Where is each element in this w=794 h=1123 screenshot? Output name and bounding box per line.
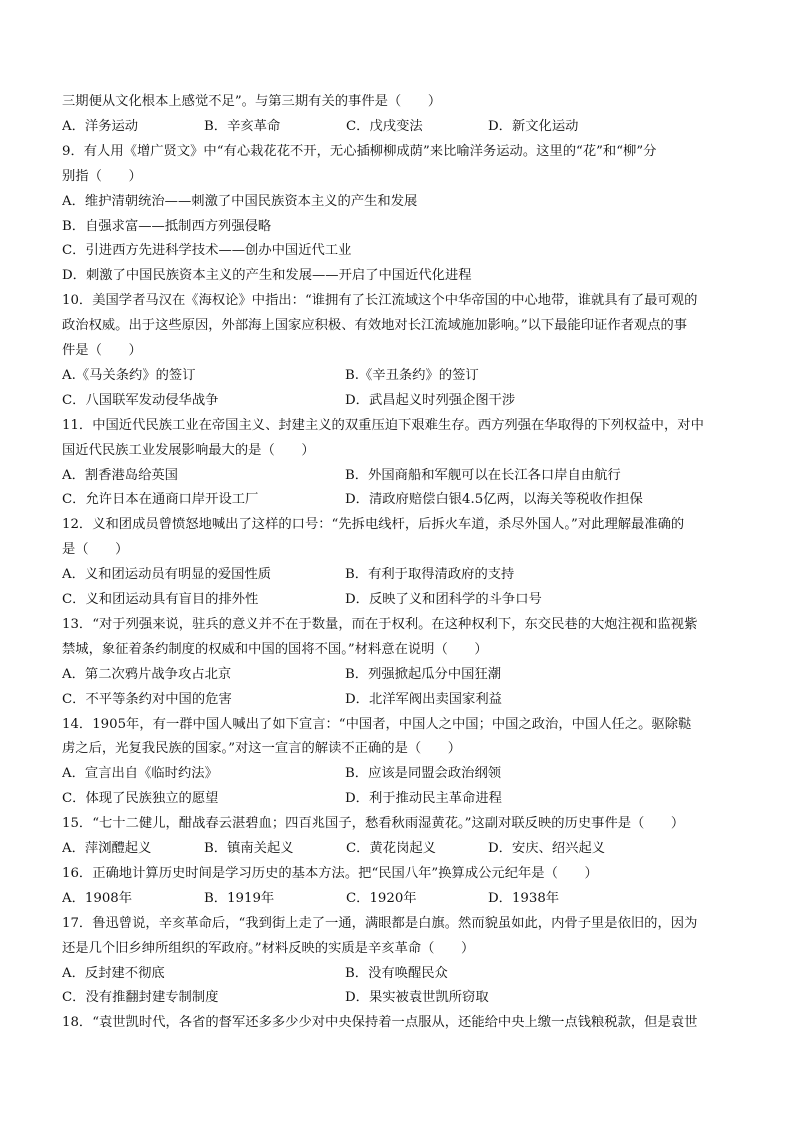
text-line: 11．中国近代民族工业在帝国主义、封建主义的双重压迫下艰难生存。西方列强在华取得的下列权益中，对中 <box>62 417 704 433</box>
text-line: D．刺激了中国民族资本主义的产生和发展——开启了中国近代化进程 <box>62 268 472 284</box>
answer-option: D．利于推动民主革命进程 <box>345 791 502 807</box>
options-row <box>62 662 742 687</box>
answer-option: A．1908年 <box>62 890 133 906</box>
options-row <box>62 886 742 911</box>
text-line: 还是几个旧乡绅所组织的军政府。”材料反映的实质是辛亥革命（ ） <box>62 940 475 956</box>
options-row <box>62 961 742 986</box>
answer-option: C．体现了民族独立的愿望 <box>62 791 219 807</box>
text-line: 18．“袁世凯时代，各省的督军还多多少少对中央保持着一点服从，还能给中央上缴一点钱粮税款，但是袁世 <box>62 1015 698 1031</box>
text-line: 16．正确地计算历史时间是学习历史的基本方法。把“民国八年”换算成公元纪年是（ ） <box>62 865 598 881</box>
answer-option: A．割香港岛给英国 <box>62 467 178 483</box>
answer-option: D．武昌起义时列强企图干涉 <box>345 392 516 408</box>
answer-option: B．辛亥革命 <box>204 118 281 134</box>
answer-option: C．戊戌变法 <box>346 118 423 134</box>
answer-option: B．有利于取得清政府的支持 <box>345 567 515 583</box>
text-line: 禁城，象征着条约制度的权威和中国的国将不国。”材料意在说明（ ） <box>62 641 488 657</box>
answer-option: D．1938年 <box>488 890 560 906</box>
options-row <box>62 587 742 612</box>
answer-option: D．北洋军阀出卖国家利益 <box>345 691 502 707</box>
answer-option: C．八国联军发动侵华战争 <box>62 392 219 408</box>
text-line: B．自强求富——抵制西方列强侵略 <box>62 218 272 234</box>
answer-option: C．黄花岗起义 <box>346 841 436 856</box>
options-row <box>62 836 742 861</box>
answer-option: B．镇南关起义 <box>204 841 294 856</box>
text-line: 10．美国学者马汉在《海权论》中指出：“谁拥有了长江流域这个中华帝国的中心地带，谁就具有了最可观的 <box>62 293 698 309</box>
answer-option: A.《马关条约》的签订 <box>62 367 196 383</box>
text-line: 12．义和团成员曾愤怒地喊出了这样的口号：“先拆电线杆，后拆火车道，杀尽外国人。”对此理解最准确的 <box>62 517 685 533</box>
options-row <box>62 363 742 388</box>
text-line: 虏之后，光复我民族的国家。”对这一宣言的解读不正确的是（ ） <box>62 741 462 757</box>
text-line: 件是（ ） <box>62 343 142 358</box>
answer-option: C．没有推翻封建专制制度 <box>62 990 219 1006</box>
answer-option: D．清政府赔偿白银4.5亿两，以海关等税收作担保 <box>345 492 643 508</box>
answer-option: D．反映了义和团科学的斗争口号 <box>345 592 542 607</box>
answer-option: A．洋务运动 <box>62 118 139 134</box>
answer-option: A．反封建不彻底 <box>62 965 165 981</box>
text-line: 13．“对于列强来说，驻兵的意义并不在于数量，而在于权利。在这种权利下，东交民巷的大炮注视和监视紫 <box>62 616 698 632</box>
options-row <box>62 761 742 786</box>
answer-option: B．没有唤醒民众 <box>345 965 448 981</box>
options-row <box>62 985 742 1010</box>
options-row <box>62 463 742 488</box>
answer-option: B.《辛丑条约》的签订 <box>345 367 479 383</box>
text-line: 14．1905年，有一群中国人喊出了如下宣言：“中国者，中国人之中国；中国之政治，中国人任之。驱除鞑 <box>62 716 692 732</box>
answer-option: C．1920年 <box>346 890 417 906</box>
text-line: 是（ ） <box>62 542 129 558</box>
options-row <box>62 487 742 512</box>
text-line: 三期便从文化根本上感觉不足”。与第三期有关的事件是（ ） <box>62 94 442 109</box>
text-line: 国近代民族工业发展影响最大的是（ ） <box>62 442 315 458</box>
text-line: A．维护清朝统治——刺激了中国民族资本主义的产生和发展 <box>62 193 418 209</box>
answer-option: D．新文化运动 <box>488 118 579 134</box>
answer-option: D．安庆、绍兴起义 <box>488 841 606 856</box>
options-row <box>62 687 742 712</box>
text-line: 别指（ ） <box>62 168 142 184</box>
options-row <box>62 562 742 587</box>
options-row <box>62 114 742 139</box>
answer-option: A．宣言出自《临时约法》 <box>62 766 218 782</box>
answer-option: A．义和团运动员有明显的爱国性质 <box>62 567 272 583</box>
answer-option: B．外国商船和军舰可以在长江各口岸自由航行 <box>345 467 621 483</box>
text-line: 政治权威。出于这些原因，外部海上国家应积极、有效地对长江流域施加影响。”以下最能印证作者观点的事 <box>62 318 688 334</box>
text-line: C．引进西方先进科学技术——创办中国近代工业 <box>62 243 352 259</box>
options-row <box>62 388 742 413</box>
answer-option: B．列强掀起瓜分中国狂潮 <box>345 666 502 682</box>
answer-option: A．第二次鸦片战争攻占北京 <box>62 666 232 682</box>
answer-option: A．萍浏醴起义 <box>62 841 152 856</box>
answer-option: C．不平等条约对中国的危害 <box>62 691 232 707</box>
text-line: 15．“七十二健儿，酣战春云湛碧血；四百兆国子，愁看秋雨湿黄花。”这副对联反映的历史事件是（ ） <box>62 816 685 832</box>
text-line: 9．有人用《增广贤文》中“有心栽花花不开，无心插柳柳成荫”来比喻洋务运动。这里的“花”和“柳”分 <box>62 143 657 159</box>
answer-option: D．果实被袁世凯所窃取 <box>345 990 489 1006</box>
answer-option: C．义和团运动具有盲目的排外性 <box>62 592 259 607</box>
text-line: 17．鲁迅曾说，辛亥革命后，“我到街上走了一通，满眼都是白旗。然而貌虽如此，内骨子里是依旧的，因为 <box>62 915 698 931</box>
options-row <box>62 786 742 811</box>
answer-option: B．1919年 <box>204 890 275 906</box>
answer-option: B．应该是同盟会政治纲领 <box>345 766 502 782</box>
answer-option: C．允许日本在通商口岸开设工厂 <box>62 492 259 508</box>
